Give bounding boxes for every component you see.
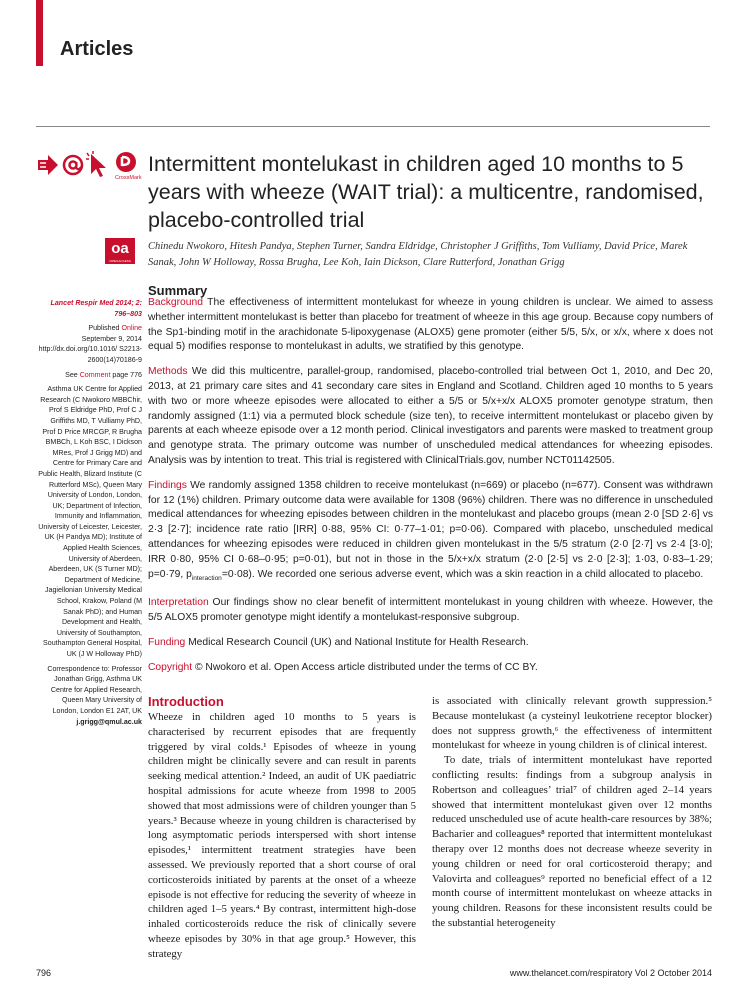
online-link[interactable]: Online xyxy=(121,324,142,333)
summary-interpretation xyxy=(148,596,713,626)
summary-background xyxy=(148,296,713,355)
article-tools xyxy=(36,150,146,180)
email-icon[interactable] xyxy=(64,156,82,174)
findings-tail: =0·08). We recorded one serious adverse event, which was a skin reaction in a child allocated to placebo. xyxy=(221,568,704,580)
findings-text: We randomly assigned 1358 children to receive montelukast (n=669) or placebo (n=677). Consent was withdrawn for 12 (1%) children. Primary outcome data were available for 1308 (96%) children. There was no difference in unscheduled medical attendances for wheezing episodes between children in the montelukast and placebo groups (mean 2·0 [SD 2·6] vs 2·3 [2·7]; incidence rate ratio [IRR] 0·88, 95% CI: 0·77–1·01; p=0·06). Compared with placebo, unscheduled medical attendances for wheezing episodes were reduced in children given montelukast in the 5/5 stratum (2·0 [2·7] vs 2·4 [3·0]; IRR 0·80, 95% CI 0·68–0·95; p=0·01), but not in those in the 5/x+x/x stratum (2·0 [2·5] vs 2·0 [2·3]; 1·03, 0·83–1·29; p=0·79, p xyxy=(148,479,713,580)
summary-copyright xyxy=(148,661,713,676)
intro-paragraph: is associated with clinically relevant growth suppression.⁵ Because montelukast (a cysteinyl leukotriene receptor blocker) does not suppress growth,⁶ the effectiveness of intermittent montelukast for wheeze in young children is of clinical interest. xyxy=(432,695,712,752)
copyright-text: © Nwokoro et al. Open Access article distributed under the terms of CC BY. xyxy=(192,661,538,673)
intro-column-2 xyxy=(432,694,712,931)
header-rule xyxy=(36,126,710,127)
background-text: The effectiveness of intermittent montelukast for wheeze in young children is unclear. We aimed to assess whether intermittent montelukast is better than placebo for treatment of wheeze in this age group. Because copy numbers of the Sp1-binding motif in the arachidonate 5-lipoxygenase (ALOX5) gene promoter (either 5/5, 5/x, or x/x, where x does not equal 5) modifies response to montelukast in adults, we stratified by this genotype. xyxy=(148,297,713,353)
email-link[interactable]: j.grigg@qmul.ac.uk xyxy=(76,717,142,726)
funding-label: Funding xyxy=(148,636,186,648)
methods-label: Methods xyxy=(148,366,188,378)
svg-text:CrossMark: CrossMark xyxy=(115,175,142,180)
summary-heading: Summary xyxy=(148,283,208,298)
footer-journal: www.thelancet.com/respiratory Vol 2 October 2014 xyxy=(509,968,712,978)
affiliations: Asthma UK Centre for Applied Research (C Nwokoro MBBChir, Prof S Eldridge PhD, Prof C J Griffiths MD, T Vulliamy PhD, Prof D Price MRCGP, R Brugha BMBCh, L Koh BSC, I Dickson MRes, Prof J Grigg MD) and Centre for Primary Care and Public Health, Blizard Institute (C Rutterford MSc), Queen Mary University of London, London, UK; Department of Infection, Immunity and Inflammation, University of Leicester, Leicester, UK (H Pandya MD); Institute of Applied Health Sciences, University of Aberdeen, Aberdeen, UK (S Turner MD); Department of Medicine, Jagiellonian University Medical School, Krakow, Poland (M Sanak PhD); and Human Development and Health, University of Southampton, Southampton General Hospital, UK (J W Holloway PhD) xyxy=(38,385,142,658)
interpretation-text: Our findings show no clear benefit of intermittent montelukast in young children with wheeze. However, the 5/5 ALOX5 promoter genotype might identify a montelukast-responsive subgroup. xyxy=(148,597,713,624)
section-label: Articles xyxy=(60,38,134,60)
summary-methods xyxy=(148,365,713,469)
background-label: Background xyxy=(148,297,203,308)
page-number: 796 xyxy=(36,968,52,978)
correspondence: Correspondence to: Professor Jonathan Grigg, Asthma UK Centre for Applied Research, Queen Mary University of London, London E1 2AT, UK xyxy=(47,664,142,715)
findings-sub: interaction xyxy=(191,574,222,582)
published-info: September 9, 2014 http://dx.doi.org/10.1016/ S2213-2600(14)70186-9 xyxy=(38,334,142,364)
methods-text: We did this multicentre, parallel-group, randomised, placebo-controlled trial between Oct 1, 2010, and Dec 20, 2013, at 21 primary care sites and 41 secondary care sites in England and Scotland. Children aged 10 months to 5 years with two or more wheeze episodes were allocated to either a 5/5 or 5/x+x/x ALOX5 promoter genotype stratum, then randomly assigned (1:1) via a permuted block schedule (size ten), to receive intermittent montelukast or placebo given by parents at each wheeze episode over a 12 month period. Clinical investigators and parents were masked to treatment group and genotype strata. The primary outcome was number of unscheduled medical attendances for wheezing episodes. Analysis was by intention to treat. This trial is registered with ClinicalTrials.gov, number NCT01142505. xyxy=(148,366,713,466)
intro-paragraph: To date, trials of intermittent montelukast have reported conflicting results: findings from a subgroup analysis in Robertson and colleagues’ trial⁷ of children aged 2–14 years showed that intermittent montelukast given over 12 months reduced unscheduled use of acute health-care resources by 38%; Bacharier and colleagues⁸ reported that intermittent montelukast therapy over 12 months does not decrease wheeze severity in young children or need for oral corticosteroid therapy; and Valovirta and colleagues⁹ reported no beneficial effect of a 12 month course of intermittent montelukast on wheeze attacks in young children. Reasons for these inconsistent results could be the substantial heterogeneity xyxy=(432,754,712,929)
intro-heading: Introduction xyxy=(148,694,224,709)
open-access-logo: oa xyxy=(111,240,129,257)
copyright-label: Copyright xyxy=(148,661,193,673)
summary-funding xyxy=(148,636,713,651)
funding-text: Medical Research Council (UK) and National Institute for Health Research. xyxy=(185,636,529,648)
sidebar xyxy=(36,298,142,731)
crossmark-icon[interactable] xyxy=(115,152,142,180)
cursor-icon[interactable] xyxy=(86,151,106,177)
author-list: Chinedu Nwokoro, Hitesh Pandya, Stephen Turner, Sandra Eldridge, Christopher J Griffiths, Tom Vulliamy, David Price, Marek Sanak, John W Holloway, Rossa Brugha, Lee Koh, Iain Dickson, Clare Rutterford, Jonathan Grigg xyxy=(148,241,688,268)
section-color-bar xyxy=(36,0,43,66)
journal-citation: Lancet Respir Med 2014; 2: 796–803 xyxy=(50,299,142,318)
findings-label: Findings xyxy=(148,479,187,491)
see-prefix: See xyxy=(65,370,80,379)
open-access-badge xyxy=(105,238,135,264)
see-suffix: page 776 xyxy=(110,370,142,379)
open-access-caption: OPEN ACCESS xyxy=(109,259,131,263)
intro-column-1 xyxy=(148,694,416,962)
comment-link[interactable]: Comment xyxy=(79,370,111,379)
published-prefix: Published xyxy=(88,324,122,333)
summary-body xyxy=(148,296,713,686)
arrow-icon[interactable] xyxy=(38,155,58,175)
intro-paragraph: Wheeze in children aged 10 months to 5 years is characterised by recurrent episodes that are frequently triggered by viral colds.¹ Episodes of wheeze in young children might be clinically severe and can result in parents seeking medical attention.² Indeed, an audit of UK paediatric hospital admissions for acute wheeze from 1998 to 2005 showed that most admissions were of children younger than 5 years.³ Because wheeze in young children is characterised by long asymptomatic periods interspersed with short intense episodes,¹ intermittent treatment strategies have been assessed. We previously reported that a short course of oral corticosteroids initiated by parents at the onset of a wheeze episode is not effective for reducing the severity of wheeze in children aged 1–5 years.⁴ By contrast, intermittent high-dose inhaled corticosteroids reduce the risk of clinically severe wheeze episodes by 30% in that age group.⁵ However, this strategy xyxy=(148,711,416,960)
interpretation-label: Interpretation xyxy=(148,597,209,609)
article-title: Intermittent montelukast in children aged 10 months to 5 years with wheeze (WAIT trial): a multicentre, randomised, placebo-controlled trial xyxy=(148,152,704,232)
summary-findings xyxy=(148,479,713,587)
